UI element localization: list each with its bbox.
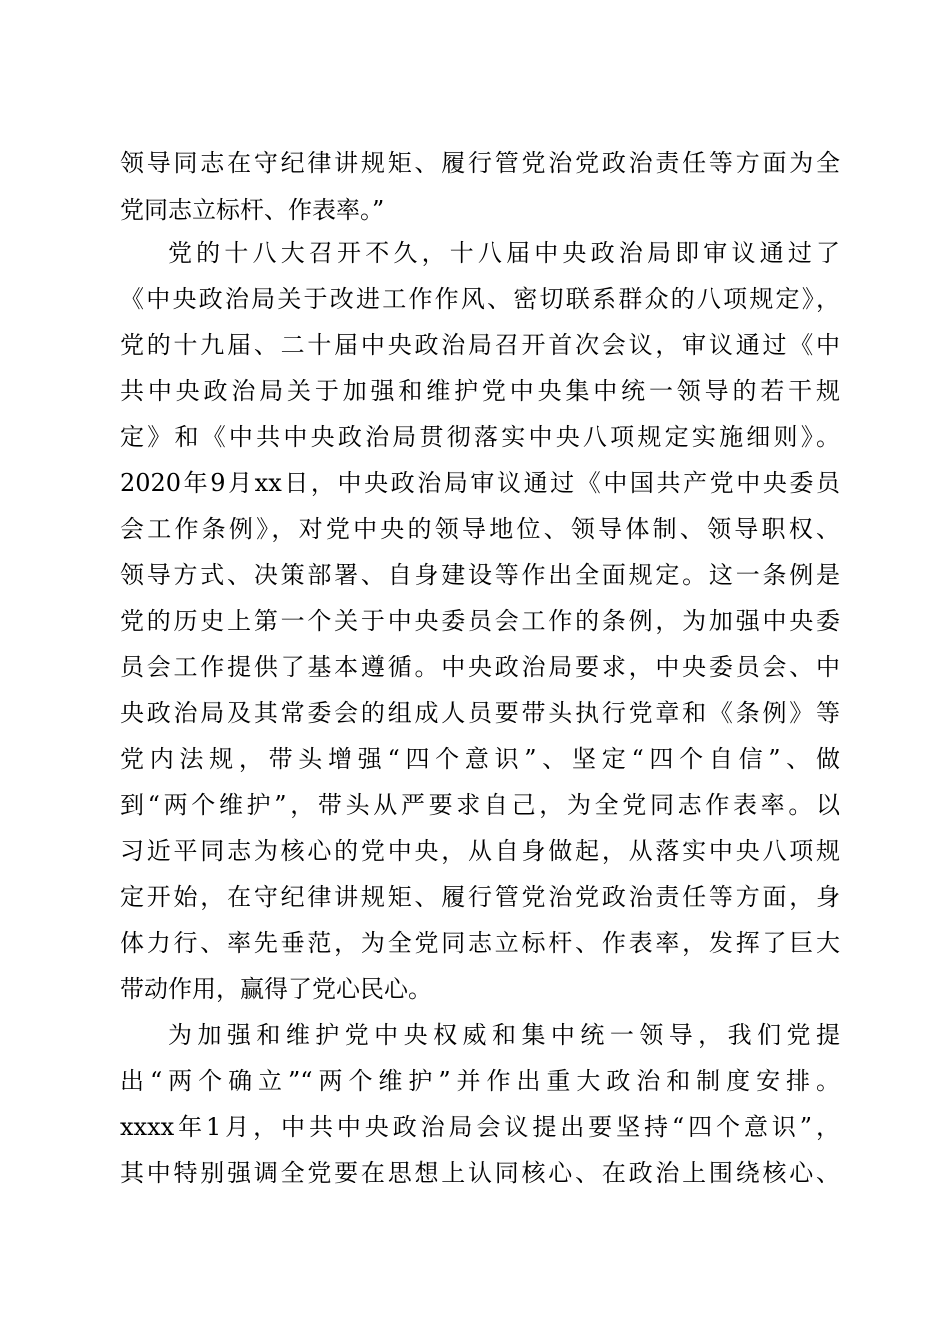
paragraph-2-line-6: 2020年9月xx日，中央政治局审议通过《中国共产党中央委员 (120, 469, 840, 497)
paragraph-1-line-1: 领导同志在守纪律讲规矩、履行管党治党政治责任等方面为全 (120, 149, 840, 177)
paragraph-2-line-3: 党的十九届、二十届中央政治局召开首次会议，审议通过《中 (120, 331, 840, 359)
paragraph-1-line-2: 党同志立标杆、作表率。” (120, 196, 385, 224)
paragraph-2-line-16: 体力行、率先垂范，为全党同志立标杆、作表率，发挥了巨大 (120, 929, 840, 957)
paragraph-3-line-1: 为加强和维护党中央权威和集中统一领导，我们党提 (168, 1021, 840, 1049)
paragraph-2-line-13: 到“两个维护”，带头从严要求自己，为全党同志作表率。以 (120, 791, 840, 819)
paragraph-2-line-11: 央政治局及其常委会的组成人员要带头执行党章和《条例》等 (120, 699, 840, 727)
paragraph-3-line-4: 其中特别强调全党要在思想上认同核心、在政治上围绕核心、 (120, 1159, 840, 1187)
paragraph-2-line-1: 党的十八大召开不久，十八届中央政治局即审议通过了 (168, 239, 840, 267)
paragraph-2-line-8: 领导方式、决策部署、自身建设等作出全面规定。这一条例是 (120, 561, 840, 589)
paragraph-2-line-10: 员会工作提供了基本遵循。中央政治局要求，中央委员会、中 (120, 653, 840, 681)
paragraph-3-line-2: 出“两个确立”“两个维护”并作出重大政治和制度安排。 (120, 1067, 840, 1095)
paragraph-2-line-4: 共中央政治局关于加强和维护党中央集中统一领导的若干规 (120, 377, 840, 405)
paragraph-2-line-17: 带动作用，赢得了党心民心。 (120, 975, 432, 1003)
paragraph-2-line-9: 党的历史上第一个关于中央委员会工作的条例，为加强中央委 (120, 607, 840, 635)
paragraph-2-line-2: 《中央政治局关于改进工作作风、密切联系群众的八项规定》， (120, 285, 840, 313)
paragraph-2-line-7: 会工作条例》，对党中央的领导地位、领导体制、领导职权、 (120, 515, 840, 543)
paragraph-3-line-3: xxxx年1月，中共中央政治局会议提出要坚持“四个意识”， (120, 1113, 840, 1141)
paragraph-2-line-15: 定开始，在守纪律讲规矩、履行管党治党政治责任等方面，身 (120, 883, 840, 911)
paragraph-2-line-14: 习近平同志为核心的党中央，从自身做起，从落实中央八项规 (120, 837, 840, 865)
paragraph-2-line-5: 定》和《中共中央政治局贯彻落实中央八项规定实施细则》。 (120, 423, 840, 451)
paragraph-2-line-12: 党内法规，带头增强“四个意识”、坚定“四个自信”、做 (120, 745, 840, 773)
